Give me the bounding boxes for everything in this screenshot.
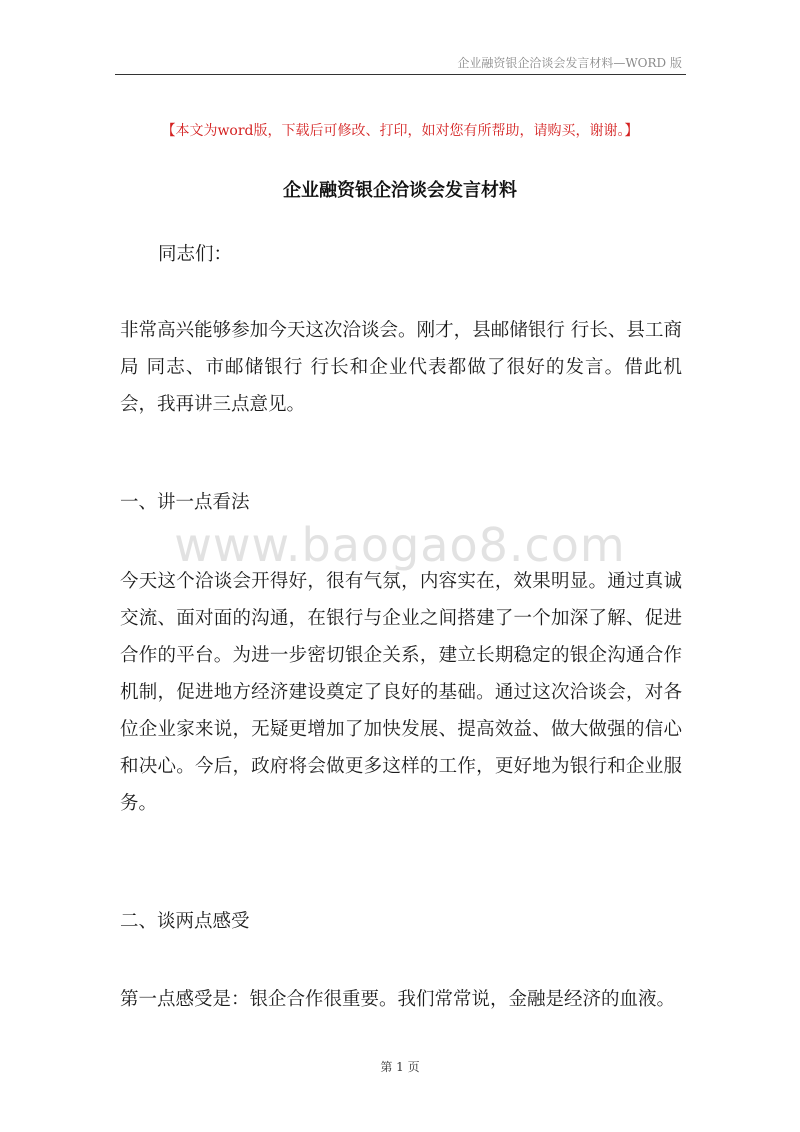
page-number: 第 1 页 [380,1060,420,1074]
greeting: 同志们： [158,244,233,265]
download-notice: 【本文为word版，下载后可修改、打印，如对您有所帮助，请购买，谢谢。】 [161,123,639,139]
header-divider [115,74,686,75]
paragraph-intro: 非常高兴能够参加今天这次洽谈会。刚才，县邮储银行 行长、县工商局 同志、市邮储银行 行长和企业代表都做了很好的发言。借此机会，我再讲三点意见。 [120,320,682,415]
paragraph-section-2: 第一点感受是：银企合作很重要。我们常常说，金融是经济的血液。 [120,989,676,1010]
section-heading-2: 二、谈两点感受 [120,911,250,932]
document-title: 企业融资银企洽谈会发言材料 [283,180,517,201]
running-header: 企业融资银企洽谈会发言材料—WORD 版 [457,56,682,70]
paragraph-section-1: 今天这个洽谈会开得好，很有气氛，内容实在，效果明显。通过真诚交流、面对面的沟通，在银行与企业之间搭建了一个加深了解、促进合作的平台。为进一步密切银企关系，建立长期稳定的银企沟通合作机制，促进地方经济建设奠定了良好的基础。通过这次洽谈会，对各位企业家来说，无疑更增加了加快发展、提高效益、做大做强的信心和决心。今后，政府将会做更多这样的工作，更好地为银行和企业服务。 [120,571,682,814]
section-heading-1: 一、讲一点看法 [120,492,250,513]
watermark: www.baogao8.com [174,518,626,572]
